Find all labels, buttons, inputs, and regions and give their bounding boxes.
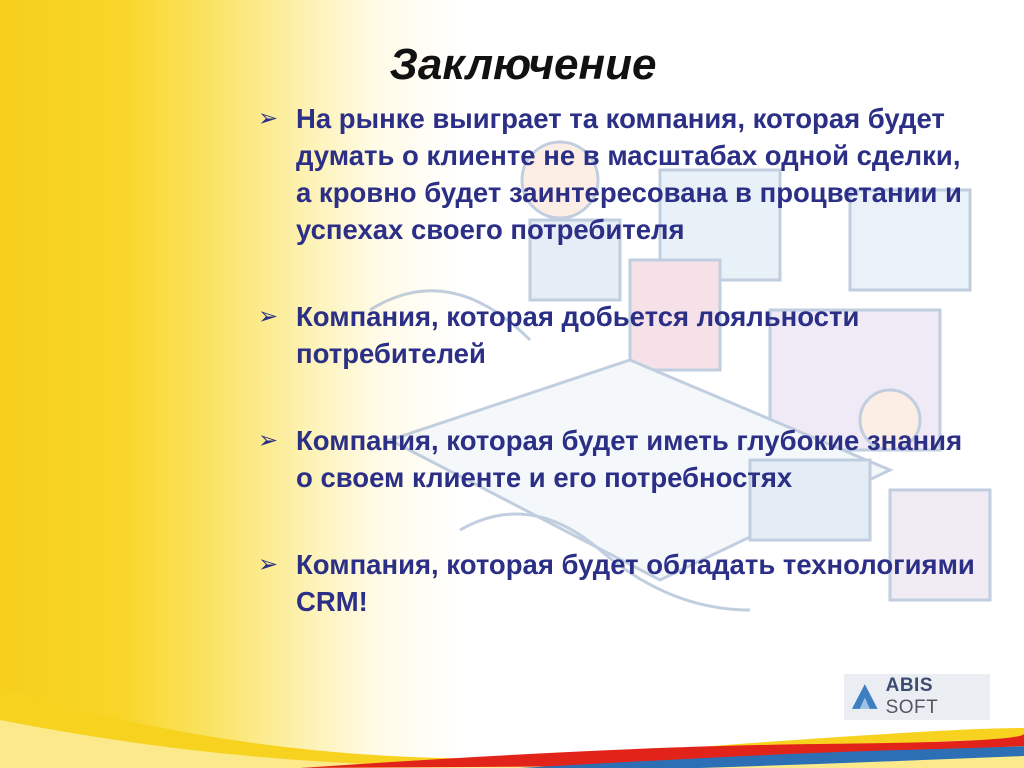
arrow-bullet-icon: ➢ xyxy=(258,550,279,578)
arrow-bullet-icon: ➢ xyxy=(258,302,279,330)
arrow-bullet-icon: ➢ xyxy=(258,104,279,132)
abis-soft-logo xyxy=(844,674,990,720)
bullet-list xyxy=(258,100,978,670)
bullet-text: Компания, которая будет иметь глубокие знания о своем клиенте и его потребностях xyxy=(296,425,963,493)
slide-title: Заключение xyxy=(389,40,657,89)
bullet-item-1 xyxy=(258,100,978,248)
bullet-item-3 xyxy=(258,422,978,496)
bullet-item-2 xyxy=(258,298,978,372)
logo-text: ABIS SOFT xyxy=(885,675,939,718)
bullet-text: На рынке выиграет та компания, которая будет думать о клиенте не в масштабах одной сделки, а кровно будет заинтересована в процветании и успехах своего потребителя xyxy=(296,103,962,245)
abis-logo-icon xyxy=(850,682,880,712)
bullet-item-4 xyxy=(258,546,978,620)
bullet-text: Компания, которая добьется лояльности потребителей xyxy=(296,301,860,369)
bullet-text: Компания, которая будет обладать технологиями CRM! xyxy=(296,549,975,617)
arrow-bullet-icon: ➢ xyxy=(258,426,279,454)
